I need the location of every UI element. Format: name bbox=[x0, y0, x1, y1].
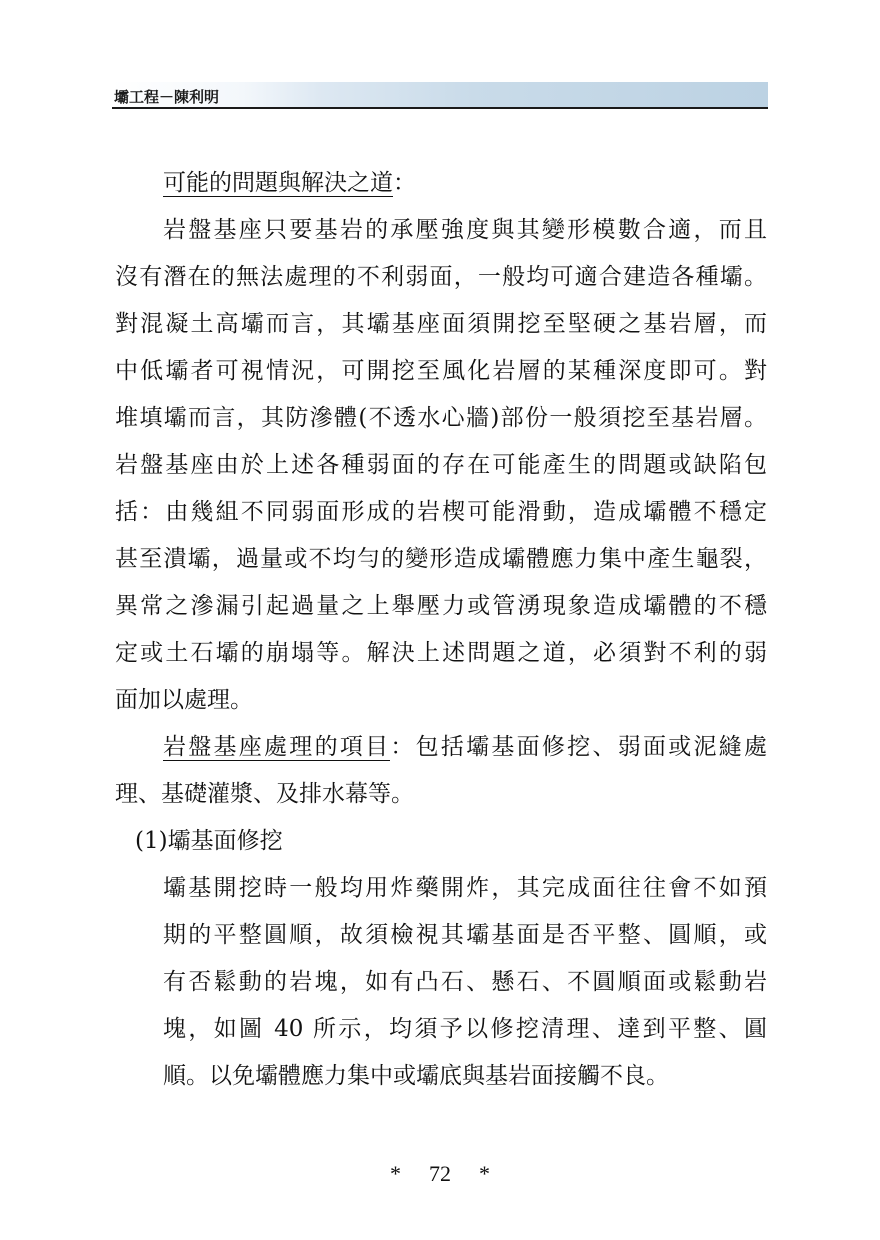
footer-star-left: * bbox=[390, 1161, 401, 1186]
paragraph-line: 對混凝土高壩而言，其壩基座面須開挖至堅硬之基岩層，而 bbox=[115, 311, 767, 337]
item-line: 順。以免壩體應力集中或壩底與基岩面接觸不良。 bbox=[163, 1063, 669, 1089]
paragraph-line: 定或土石壩的崩塌等。解決上述問題之道，必須對不利的弱 bbox=[115, 640, 767, 666]
header-rule bbox=[112, 107, 768, 109]
paragraph-line: 中低壩者可視情況，可開挖至風化岩層的某種深度即可。對 bbox=[115, 358, 767, 384]
item-line: 塊，如圖 40 所示，均須予以修挖清理、達到平整、圓 bbox=[163, 1016, 767, 1042]
section-heading bbox=[163, 168, 416, 198]
paragraph2-line1-text: ：包括壩基面修挖、弱面或泥縫處 bbox=[390, 734, 768, 760]
item-line: 壩基開挖時一般均用炸藥開炸，其完成面往往會不如預 bbox=[163, 875, 767, 901]
paragraph2-heading: 岩盤基座處理的項目 bbox=[163, 734, 391, 760]
item-line: 有否鬆動的岩塊，如有凸石、懸石、不圓順面或鬆動岩 bbox=[163, 969, 767, 995]
item-heading: (1)壩基面修挖 bbox=[135, 828, 283, 854]
paragraph-line: 甚至潰壩，過量或不均勻的變形造成壩體應力集中產生龜裂， bbox=[115, 546, 767, 572]
item-line: 期的平整圓順，故須檢視其壩基面是否平整、圓順，或 bbox=[163, 922, 767, 948]
paragraph-line: 面加以處理。 bbox=[115, 687, 253, 713]
page-number: 72 bbox=[429, 1161, 451, 1186]
paragraph-line: 沒有潛在的無法處理的不利弱面，一般均可適合建造各種壩。 bbox=[115, 264, 767, 290]
paragraph-line: 括：由幾組不同弱面形成的岩楔可能滑動，造成壩體不穩定 bbox=[115, 499, 767, 525]
section-heading-colon: ： bbox=[393, 170, 416, 196]
paragraph-line: 岩盤基座只要基岩的承壓強度與其變形模數合適，而且 bbox=[163, 217, 767, 243]
paragraph-line: 岩盤基座由於上述各種弱面的存在可能產生的問題或缺陷包 bbox=[115, 452, 767, 478]
running-header-title: 壩工程－陳利明 bbox=[114, 88, 220, 106]
section-heading-text: 可能的問題與解決之道 bbox=[163, 170, 393, 196]
page-footer bbox=[0, 1161, 880, 1187]
paragraph-line: 理、基礎灌漿、及排水幕等。 bbox=[115, 781, 414, 807]
paragraph2-first-line bbox=[163, 732, 767, 762]
paragraph-line: 堆填壩而言，其防滲體(不透水心牆)部份一般須挖至基岩層。 bbox=[115, 405, 767, 431]
paragraph-line: 異常之滲漏引起過量之上舉壓力或管湧現象造成壩體的不穩 bbox=[115, 593, 767, 619]
footer-star-right: * bbox=[479, 1161, 490, 1186]
